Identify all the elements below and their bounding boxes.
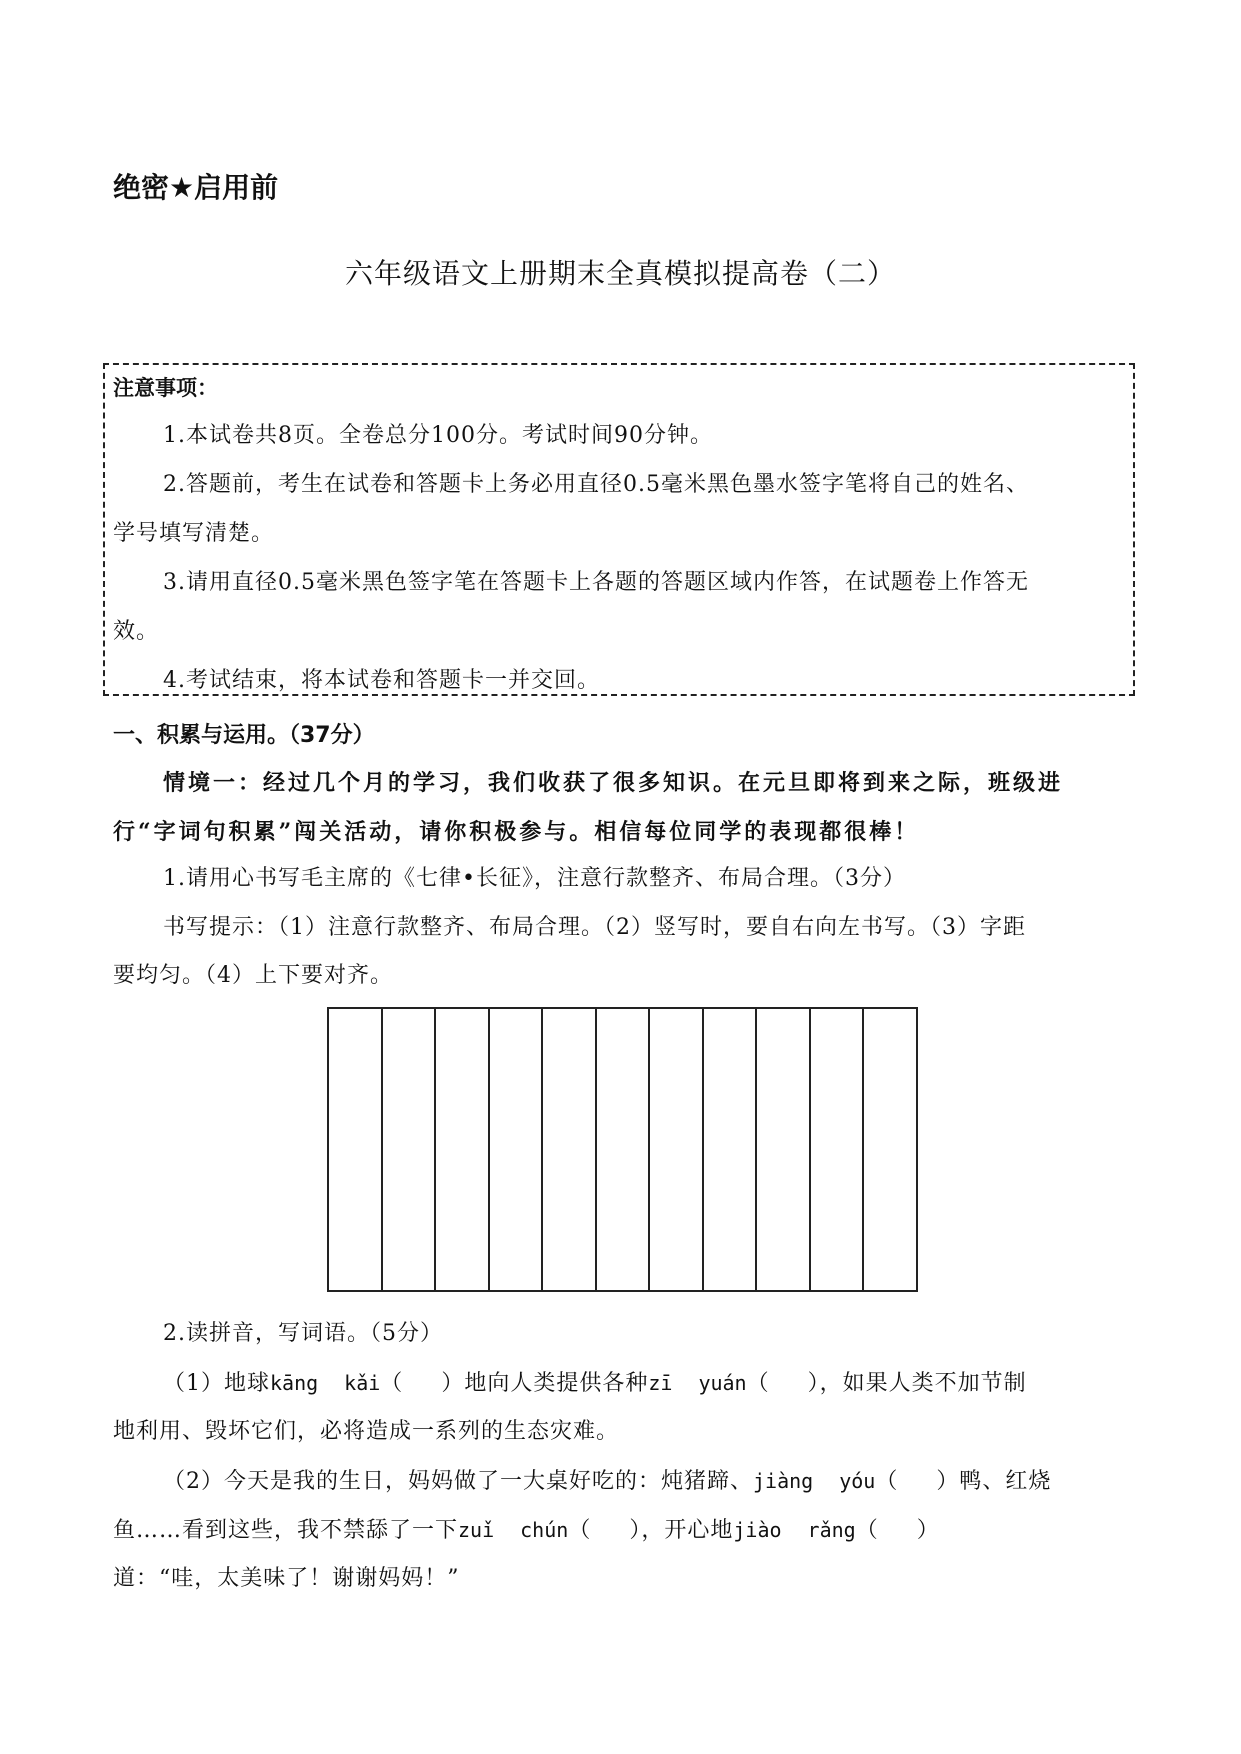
- pinyin: kǎi: [344, 1371, 381, 1395]
- grid-column[interactable]: [329, 1009, 383, 1290]
- q2-item-2-line-2: [113, 1515, 940, 1546]
- pinyin: yuán: [698, 1371, 747, 1395]
- pinyin: zuǐ: [458, 1518, 495, 1542]
- notice-item-2: 2.答题前，考生在试卷和答题卡上务必用直径0.5毫米黑色墨水签字笔将自己的姓名、: [163, 472, 1029, 497]
- grid-column[interactable]: [490, 1009, 544, 1290]
- pinyin: zī: [648, 1371, 673, 1395]
- grid-column[interactable]: [597, 1009, 651, 1290]
- notice-item-2-cont: 学号填写清楚。: [113, 521, 275, 546]
- q2-item-1-line-2: 地利用、毁坏它们，必将造成一系列的生态灾难。: [113, 1419, 620, 1444]
- paren-close: ）: [916, 1518, 940, 1543]
- pinyin: chún: [520, 1518, 569, 1542]
- grid-column[interactable]: [864, 1009, 916, 1290]
- paren-close: ）: [629, 1518, 642, 1543]
- q2-item-2-line-2-mid: ，开心地: [641, 1518, 734, 1543]
- notice-item-1: 1.本试卷共8页。全卷总分100分。考试时间90分钟。: [163, 423, 713, 448]
- paren-close: ）: [807, 1371, 820, 1396]
- q2-item-2-suffix: 鸭、红烧: [959, 1469, 1052, 1494]
- pinyin: kāng: [270, 1371, 319, 1395]
- grid-column[interactable]: [383, 1009, 437, 1290]
- notice-item-3-cont: 效。: [113, 619, 160, 644]
- grid-column[interactable]: [811, 1009, 865, 1290]
- q2-item-2-line-1: [163, 1466, 1051, 1497]
- exam-title: 六年级语文上册期末全真模拟提高卷（二）: [344, 257, 896, 290]
- paren-close: ）: [936, 1469, 960, 1494]
- notice-item-3: 3.请用直径0.5毫米黑色签字笔在答题卡上各题的答题区域内作答，在试题卷上作答无: [163, 570, 1029, 595]
- writing-grid[interactable]: [327, 1007, 918, 1292]
- pinyin: yóu: [839, 1469, 876, 1493]
- paren-open: （: [855, 1518, 879, 1543]
- confidential-label: 绝密★启用前: [113, 171, 279, 204]
- paren-open: （: [568, 1518, 592, 1543]
- grid-column[interactable]: [543, 1009, 597, 1290]
- writing-hint-line-2: 要均匀。（4）上下要对齐。: [113, 963, 393, 988]
- paren-close: ）: [441, 1371, 465, 1396]
- q2-item-1-suffix: ，如果人类不加节制: [819, 1371, 1027, 1396]
- pinyin: rǎng: [807, 1518, 856, 1542]
- scenario-line-1: 情境一：经过几个月的学习，我们收获了很多知识。在元旦即将到来之际，班级进: [163, 770, 1064, 796]
- grid-column[interactable]: [436, 1009, 490, 1290]
- grid-column[interactable]: [704, 1009, 758, 1290]
- writing-hint-line-1: 书写提示：（1）注意行款整齐、布局合理。（2）竖写时，要自右向左书写。（3）字距: [163, 915, 1026, 940]
- paren-open: （: [875, 1469, 899, 1494]
- q2-item-2-line-2-prefix: 鱼……看到这些，我不禁舔了一下: [113, 1518, 459, 1543]
- grid-column[interactable]: [757, 1009, 811, 1290]
- pinyin: jiào: [733, 1518, 782, 1542]
- notice-heading: 注意事项：: [113, 376, 218, 400]
- question-2-prompt: 2.读拼音，写词语。（5分）: [163, 1321, 443, 1346]
- grid-column[interactable]: [650, 1009, 704, 1290]
- q2-item-2-line-3: 道：“哇，太美味了！谢谢妈妈！”: [113, 1566, 460, 1591]
- notice-item-4: 4.考试结束，将本试卷和答题卡一并交回。: [163, 668, 600, 693]
- paren-open: （: [380, 1371, 404, 1396]
- pinyin: jiàng: [753, 1469, 814, 1493]
- q2-item-1-mid: 地向人类提供各种: [464, 1371, 649, 1396]
- paren-open: （: [746, 1371, 770, 1396]
- section-heading: 一、积累与运用。（37分）: [113, 723, 375, 748]
- question-1-prompt: 1.请用心书写毛主席的《七律•长征》，注意行款整齐、布局合理。（3分）: [163, 866, 906, 891]
- q2-item-1-line-1: [163, 1368, 1027, 1399]
- q2-item-1-prefix: （1）地球: [163, 1371, 270, 1396]
- q2-item-2-prefix: （2）今天是我的生日，妈妈做了一大桌好吃的：炖猪蹄、: [163, 1469, 753, 1494]
- scenario-line-2: 行“字词句积累”闯关活动，请你积极参与。相信每位同学的表现都很棒！: [113, 819, 920, 845]
